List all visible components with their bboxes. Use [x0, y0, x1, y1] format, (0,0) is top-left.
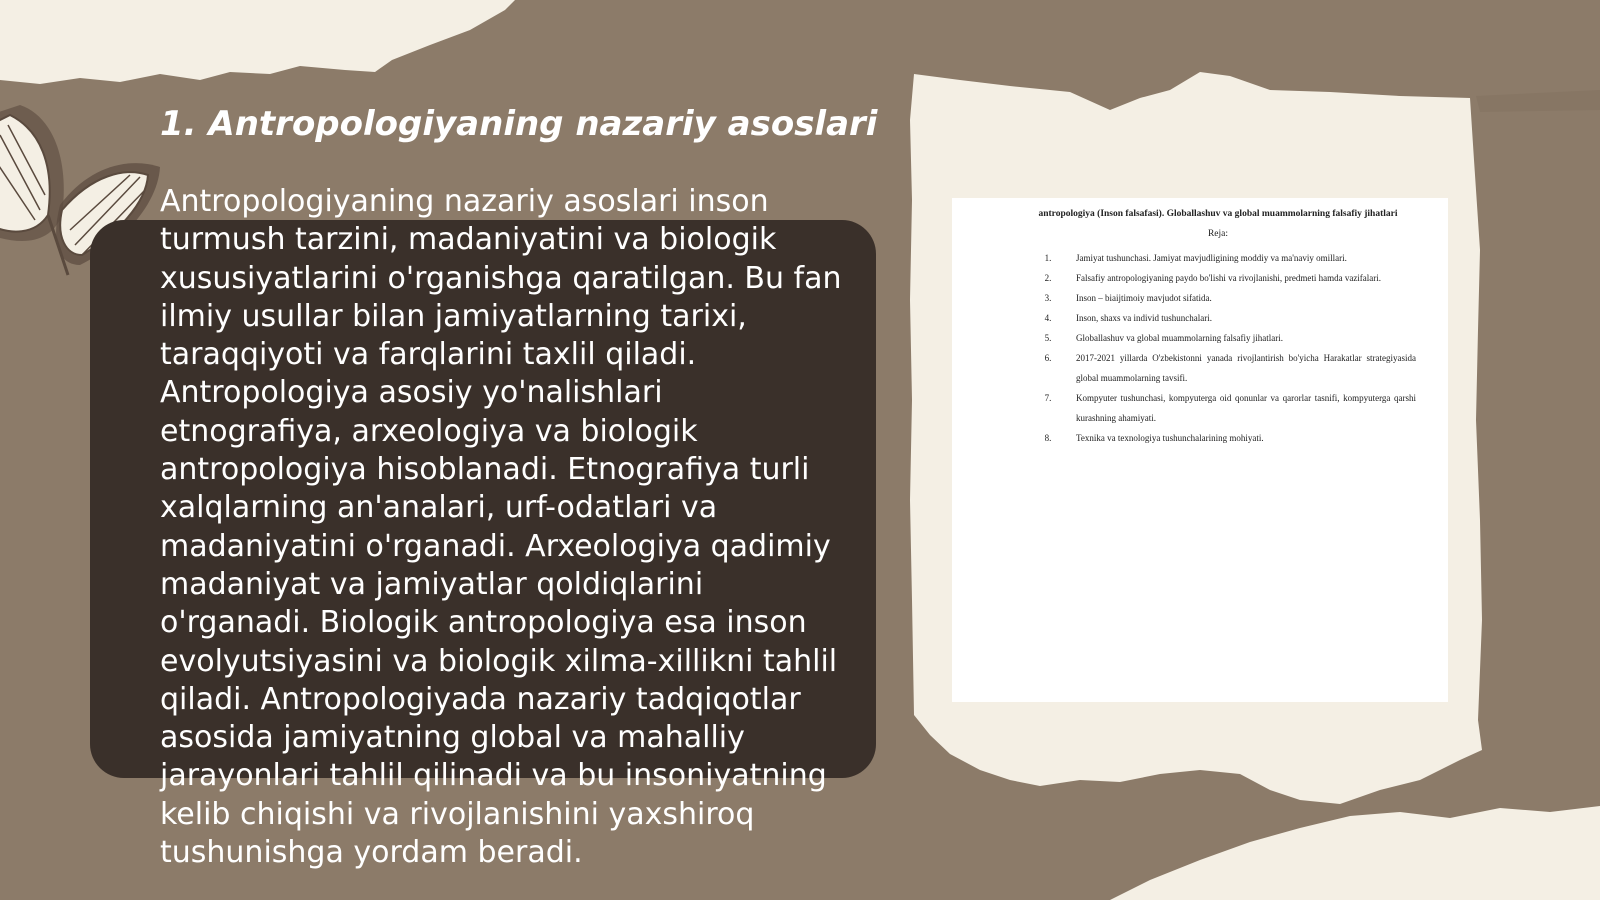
document-title: antropologiya (Inson falsafasi). Globallashuv va global muammolarning falsafiy jihatlari [1038, 209, 1398, 219]
list-item-number: 3. [1044, 293, 1052, 303]
list-item [1020, 288, 1416, 308]
document-plan-list [1020, 248, 1416, 448]
list-item-number: 1. [1044, 253, 1052, 263]
list-item-text: Texnika va texnologiya tushunchalarining mohiyati. [1076, 433, 1264, 443]
list-item-text: Inson, shaxs va individ tushunchalari. [1076, 313, 1212, 323]
list-item-number: 7. [1044, 393, 1052, 403]
list-item-number: 6. [1044, 353, 1052, 363]
list-item [1020, 248, 1416, 268]
torn-paper-bottom-right [1110, 806, 1600, 900]
list-item [1020, 428, 1416, 448]
list-item-number: 5. [1044, 333, 1052, 343]
list-item [1020, 348, 1416, 388]
list-item-text: Inson – biaijtimoiy mavjudot sifatida. [1076, 293, 1212, 303]
list-item [1020, 328, 1416, 348]
list-item-number: 2. [1044, 273, 1052, 283]
list-item-text: Jamiyat tushunchasi. Jamiyat mavjudligining moddiy va ma'naviy omillari. [1076, 253, 1347, 263]
slide-title: 1. Antropologiyaning nazariy asoslari [160, 104, 878, 144]
list-item [1020, 388, 1416, 428]
list-item-number: 8. [1044, 433, 1052, 443]
document-subtitle: Reja: [1207, 229, 1229, 239]
list-item-text: 2017-2021 yillarda O'zbekistonni yanada rivojlantirish bo'yicha Harakatlar strategiyasida global muammolarning tavsifi. [1076, 353, 1416, 383]
slide-body-text: Antropologiyaning nazariy asoslari inson turmush tarzini, madaniyatini va biologik xususiyatlarini o'rganishga qaratilgan. Bu fan ilmiy usullar bilan jamiyatlarning tarixi, taraqqiyoti va farqlarini taxlil qiladi. Antropologiya asosiy yo'nalishlari etnografiya, arxeologiya va biologik antropologiya hisoblanadi. Etnografiya turli xalqlarning an'analari, urf-odatlari va madaniyatini o'rganadi. Arxeologiya qadimiy madaniyat va jamiyatlar qoldiqlarini o'rganadi. Biologik antropologiya esa inson evolyutsiyasini va biologik xilma-xillikni tahlil qiladi. Antropologiyada nazariy tadqiqotlar asosida jamiyatning global va mahalliy jarayonlari tahlil qilinadi va bu insoniyatning kelib chiqishi va rivojlanishini yaxshiroq tushunishga yordam beradi. [160, 184, 842, 871]
list-item-number: 4. [1044, 313, 1052, 323]
list-item-text: Kompyuter tushunchasi, kompyuterga oid qonunlar va qarorlar tasnifi, kompyuterga qarshi kurashning ahamiyati. [1076, 393, 1416, 423]
list-item-text: Falsafiy antropologiyaning paydo bo'lishi va rivojlanishi, predmeti hamda vazifalari. [1076, 273, 1382, 283]
list-item [1020, 308, 1416, 328]
list-item [1020, 268, 1416, 288]
list-item-text: Globallashuv va global muammolarning falsafiy jihatlari. [1076, 333, 1283, 343]
document-image [952, 198, 1448, 702]
torn-paper-top-left [0, 0, 515, 84]
